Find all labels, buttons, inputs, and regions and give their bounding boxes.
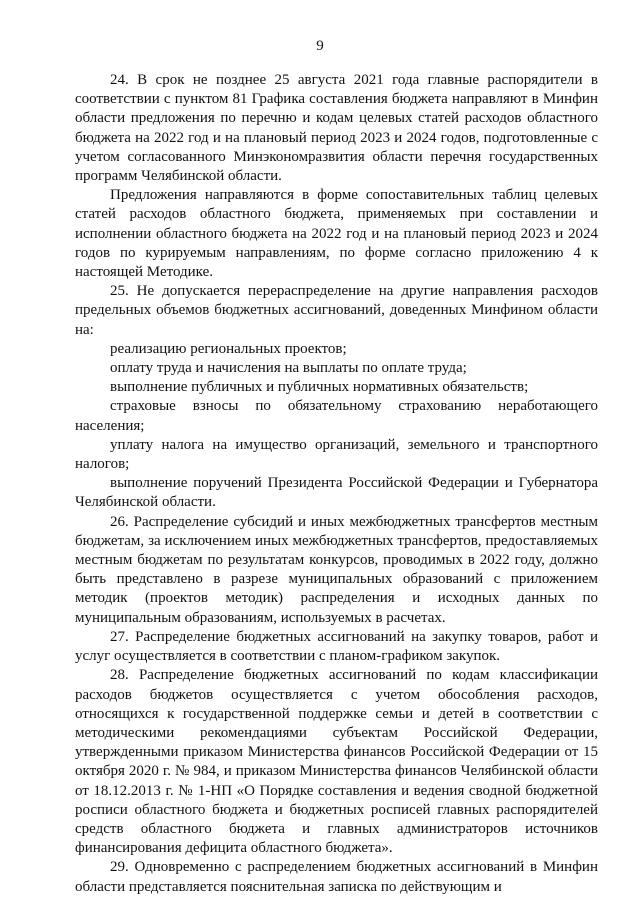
list-item: реализацию региональных проектов; bbox=[110, 340, 347, 357]
paragraph-25: 25. Не допускается перераспределение на другие направления расходов предельных объемов бюджетных ассигнований, доведенных Минфином области на: bbox=[75, 283, 598, 338]
list-item: оплату труда и начисления на выплаты по оплате труда; bbox=[110, 360, 467, 377]
list-item: выполнение поручений Президента Российской Федерации и Губернатора Челябинской области. bbox=[75, 475, 598, 511]
list-item: выполнение публичных и публичных нормативных обязательств; bbox=[110, 379, 529, 396]
paragraph-29: 29. Одновременно с распределением бюджетных ассигнований в Минфин области представляется пояснительная записка по действующим и bbox=[75, 859, 598, 895]
paragraph-24: 24. В срок не позднее 25 августа 2021 года главные распорядители в соответствии с пунктом 81 Графика составления бюджета направляют в Минфин области предложения по перечню и кодам целевых статей расходов областного бюджета на 2022 год и на плановый период 2023 и 2024 годов, подготовленные с учетом согласованного Минэкономразвития области перечня государственных программ Челябинской области. bbox=[75, 72, 598, 185]
paragraph-28: 28. Распределение бюджетных ассигнований по кодам классификации расходов бюджетов осуществляется с учетом обособления расходов, относящихся к государственной поддержке семьи и детей в соответствии с методическими рекомендациями субъектам Российской Федерации, утвержденными приказом Министерства финансов Российской Федерации от 15 октября 2020 г. № 984, и приказом Министерства финансов Челябинской области от 18.12.2013 г. № 1-НП «О Порядке составления и ведения сводной бюджетной росписи областного бюджета и бюджетных росписей главных распорядителей средств областного бюджета и главных администраторов источников финансирования дефицита областного бюджета». bbox=[75, 667, 598, 857]
paragraph-27: 27. Распределение бюджетных ассигнований на закупку товаров, работ и услуг осуществляется в соответствии с планом-графиком закупок. bbox=[75, 628, 598, 665]
list-item: страховые взносы по обязательному страхованию неработающего населения; bbox=[75, 398, 598, 434]
paragraph-proposals: Предложения направляются в форме сопоставительных таблиц целевых статей расходов областного бюджета, применяемых при составлении и исполнении областного бюджета на 2022 год и на плановый период 2023 и 2024 годов по курируемым направлениям, по форме согласно приложению 4 к настоящей Методике. bbox=[75, 187, 598, 281]
page-number: 9 bbox=[316, 38, 324, 54]
list-item: уплату налога на имущество организаций, земельного и транспортного налогов; bbox=[75, 436, 598, 473]
paragraph-26: 26. Распределение субсидий и иных межбюджетных трансфертов местным бюджетам, за исключением иных межбюджетных трансфертов, предоставляемых местным бюджетам по результатам конкурсов, проводимых в 2022 году, должно быть представлено в разрезе муниципальных образований с приложением методик (проектов методик) распределения и исходных данных по муниципальным образованиям, используемых в расчетах. bbox=[75, 513, 598, 626]
document-body bbox=[75, 71, 598, 897]
